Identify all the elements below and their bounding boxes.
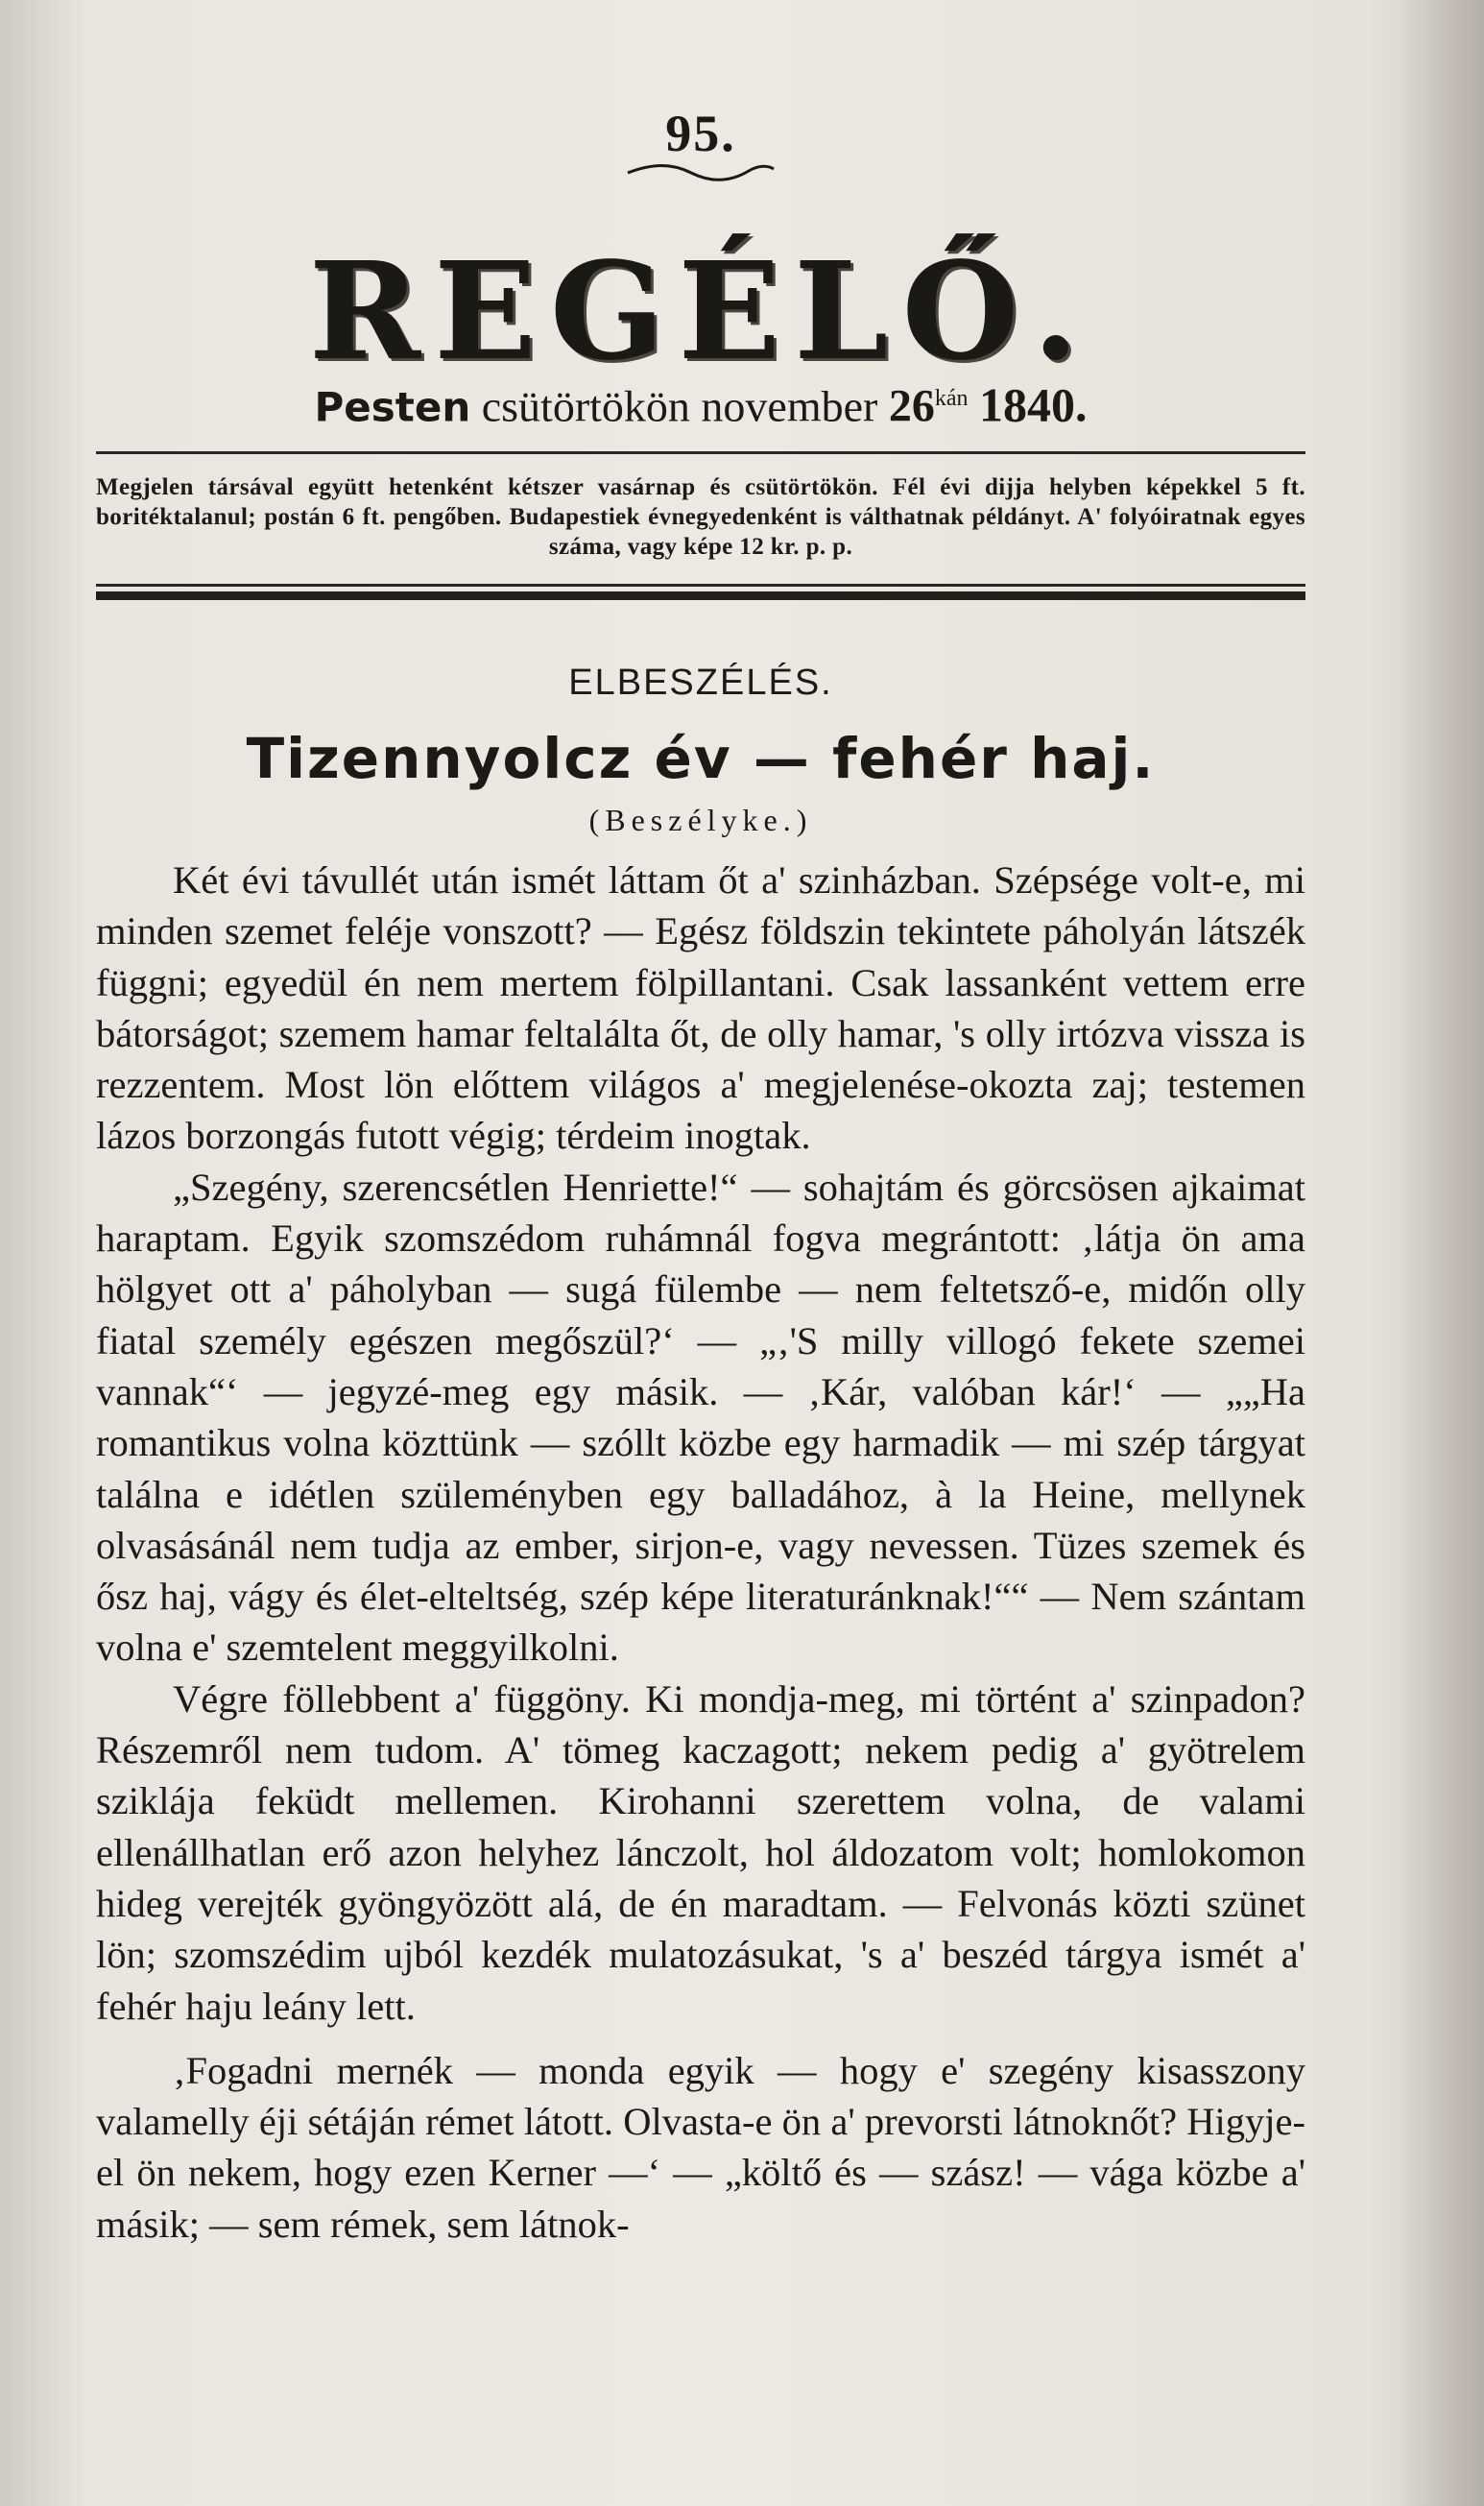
paragraph: Két évi távullét után ismét láttam őt a' szinházban. Szépsége volt-e, mi minden szemet feléje vonszott? — Egész földszin tekintete páholyán látszék függni; egyedül én nem mertem fölpillantani. Csak lassanként vettem erre bátorságot; szemem hamar feltalálta őt, de olly hamar, 's olly irtózva vissza is rezzentem. Most lön előttem világos a' megjelenése-okozta zaj; testemen lázos borzongás futott végig; térdeim inogtak. [96, 858, 1305, 1158]
page-column [96, 0, 1305, 2506]
paragraph: ‚Fogadni mernék — monda egyik — hogy e' szegény kisasszony valamelly éji sétáján rémet látott. Olvasta-e ön a' prevorsti látnoknőt? Higyje-el ön nekem, hogy ezen Kerner —‘ — „költő és — szász! — vága közbe a' másik; — sem rémek, sem látnok- [96, 2048, 1305, 2246]
double-rule [96, 584, 1305, 605]
dateline-year: 1840. [979, 377, 1088, 432]
ornament-swash [624, 161, 778, 182]
paragraph: „Szegény, szerencsétlen Henriette!“ — sohajtám és görcsösen ajkaimat haraptam. Egyik szomszédom ruhámnál fogva megrántott: ‚látja ön ama hölgyet ott a' páholyban — sugá fülembe — nem feltetsző-e, midőn olly fiatal személy egészen megőszül?‘ — „‚'S milly villogó fekete szemei vannak“‘ — jegyzé-meg egy másik. — ‚Kár, valóban kár!‘ — „„Ha romantikus volna közttünk — szóllt közbe egy harmadik — mi szép tárgyat találna e idétlen szüleményben egy balladához, à la Heine, mellynek olvasásánál nem tudja az ember, sirjon-e, vagy nevessen. Tüzes szemek és ősz haj, vágy és élet-elteltség, szép képe literaturánknak!““ — Nem szántam volna e' szemtelent meggyilkolni. [96, 1165, 1305, 1670]
dateline-weekday-month: csütörtökön november [481, 381, 878, 431]
genre-label: (Beszélyke.) [588, 803, 813, 837]
dateline-city: Pesten [314, 383, 471, 431]
dateline-day: 26 [888, 380, 935, 432]
page-number: 95. [665, 105, 736, 162]
header-rule [96, 451, 1305, 454]
story-body [96, 855, 1305, 2250]
paragraph: Végre föllebbent a' függöny. Ki mondja-meg, mi történt a' szinpadon? Részemről nem tudom. A' tömeg kaczagott; nekem pedig a' gyötrelem sziklája feküdt mellemen. Kirohanni szerettem volna, de valami ellenállhatlan erő azon helyhez lánczolt, hol áldozatom volt; homlokomon hideg verejték gyöngyözött alá, de én maradtam. — Felvonás közti szünet lön; szomszédim ujból kezdék mulatozásukat, 's a' beszéd tárgya ismét a' fehér haju leány lett. [96, 1676, 1305, 2028]
dateline-day-suffix: kán [934, 386, 969, 411]
masthead-title: REGÉLŐ. [308, 233, 1093, 391]
dateline [96, 374, 1305, 431]
section-heading: ELBESZÉLÉS. [568, 663, 833, 703]
subscription-notice: Megjelen társával együtt hetenként kétszer vasárnap és csütörtökön. Fél évi dijja helyben képekkel 5 ft. boritéktalanul; postán 6 ft. pengőben. Budapestiek évnegyedenként is válthatnak példányt. A' folyóiratnak egyes száma, vagy képe 12 kr. p. p. [96, 474, 1305, 560]
story-title: Tizennyolcz év — fehér haj. [246, 726, 1156, 791]
masthead [96, 216, 1305, 391]
page-edge-shadow [1398, 0, 1484, 2506]
